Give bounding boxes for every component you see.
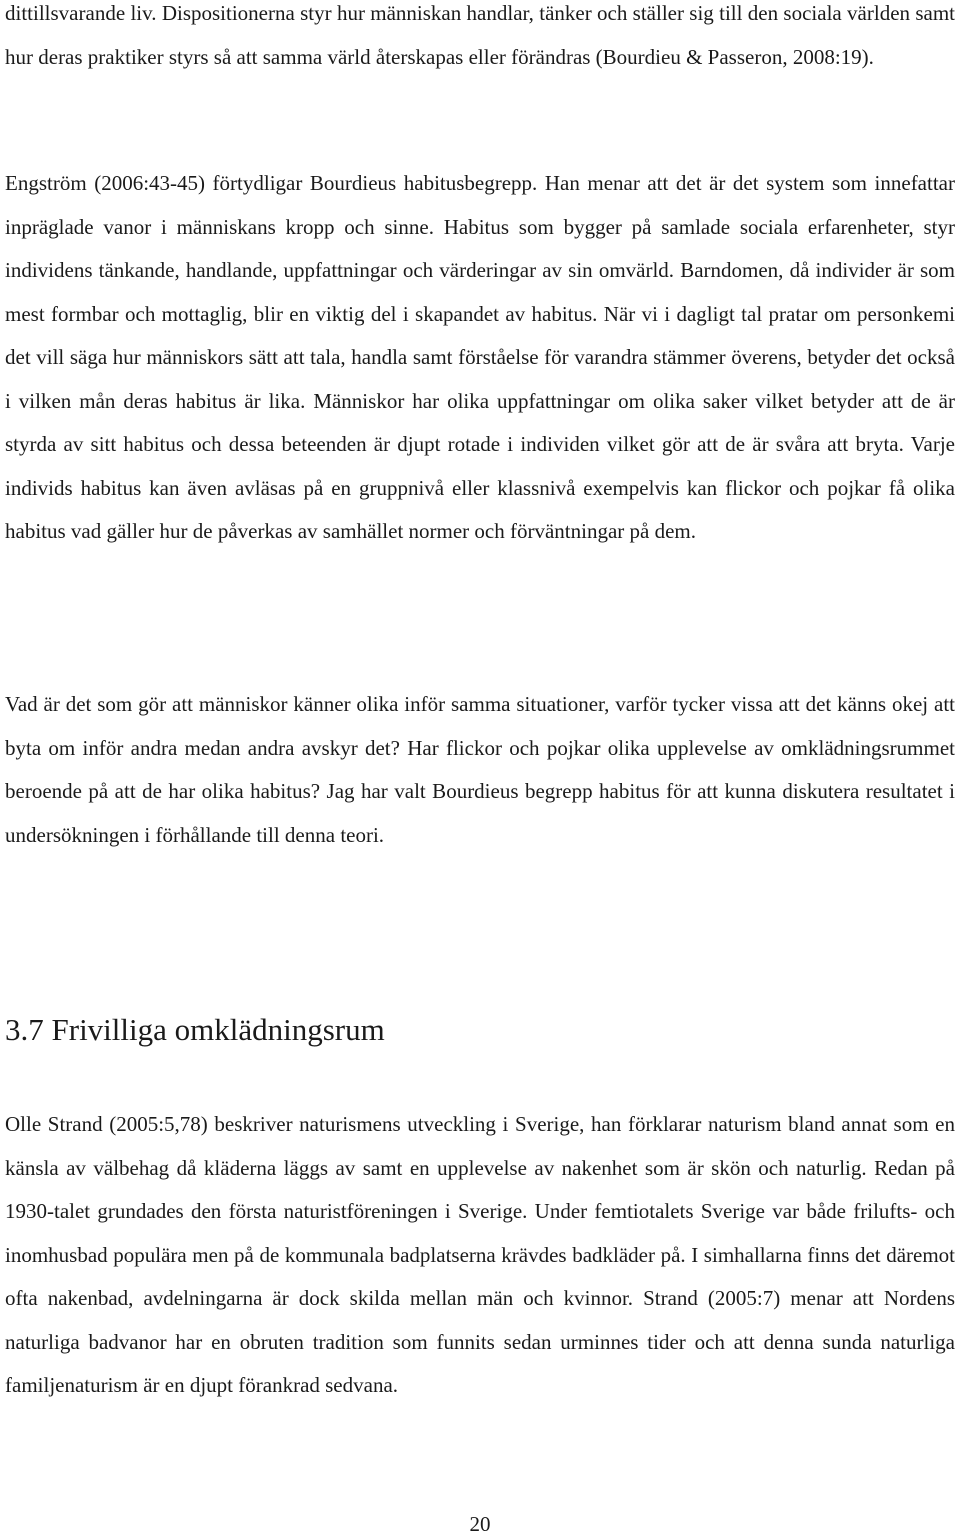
paragraph-research-question: Vad är det som gör att människor känner olika inför samma situationer, varför tycker vissa att det känns okej att byta om inför andra medan andra avskyr det? Har flickor och pojkar olika upplevelse av omklädningsrummet beroende på att de har olika habitus? Jag har valt Bourdieus begrepp habitus för att kunna diskutera resultatet i undersökningen i förhållande till denna teori. xyxy=(5,692,955,847)
page-number: 20 xyxy=(469,1512,491,1536)
paragraph-engstrom-habitus: Engström (2006:43-45) förtydligar Bourdieus habitusbegrepp. Han menar att det är det system som innefattar inpräglade vanor i människans kropp och sinne. Habitus som bygger på samlade sociala erfarenheter, styr individens tänkande, handlande, uppfattningar och värderingar av sin omvärld. Barndomen, då individer är som mest formbar och mottaglig, blir en viktig del i skapandet av habitus. När vi i dagligt tal pratar om personkemi det vill säga hur människors sätt att tala, handla samt förståelse för varandra stämmer överens, betyder det också i vilken mån deras habitus är lika. Människor har olika uppfattningar om olika saker vilket betyder att de är styrda av sitt habitus och dessa beteenden är djupt rotade i individen vilket gör att de är svåra att bryta. Varje individs habitus kan även avläsas på en gruppnivå eller klassnivå exempelvis kan flickor och pojkar få olika habitus vad gäller hur de påverkas av samhället normer och förväntningar på dem. xyxy=(5,171,955,543)
section-heading: 3.7 Frivilliga omklädningsrum xyxy=(5,1012,385,1047)
paragraph-dispositions: dittillsvarande liv. Dispositionerna styr hur människan handlar, tänker och ställer sig till den sociala världen samt hur deras praktiker styrs så att samma värld återskapas eller förändras (Bourdieu & Passeron, 2008:19). xyxy=(5,1,955,69)
paragraph-naturism: Olle Strand (2005:5,78) beskriver naturismens utveckling i Sverige, han förklarar naturism bland annat som en känsla av välbehag då kläderna läggs av samt en upplevelse av nakenhet som är skön och naturlig. Redan på 1930-talet grundades den första naturistföreningen i Sverige. Under femtiotalets Sverige var både frilufts- och inomhusbad populära men på de kommunala badplatserna krävdes badkläder på. I simhallarna finns det däremot ofta nakenbad, avdelningarna är dock skilda mellan män och kvinnor. Strand (2005:7) menar att Nordens naturliga badvanor har en obruten tradition som funnits sedan urminnes tider och att denna sunda naturliga familjenaturism är en djupt förankrad sedvana. xyxy=(5,1112,955,1397)
